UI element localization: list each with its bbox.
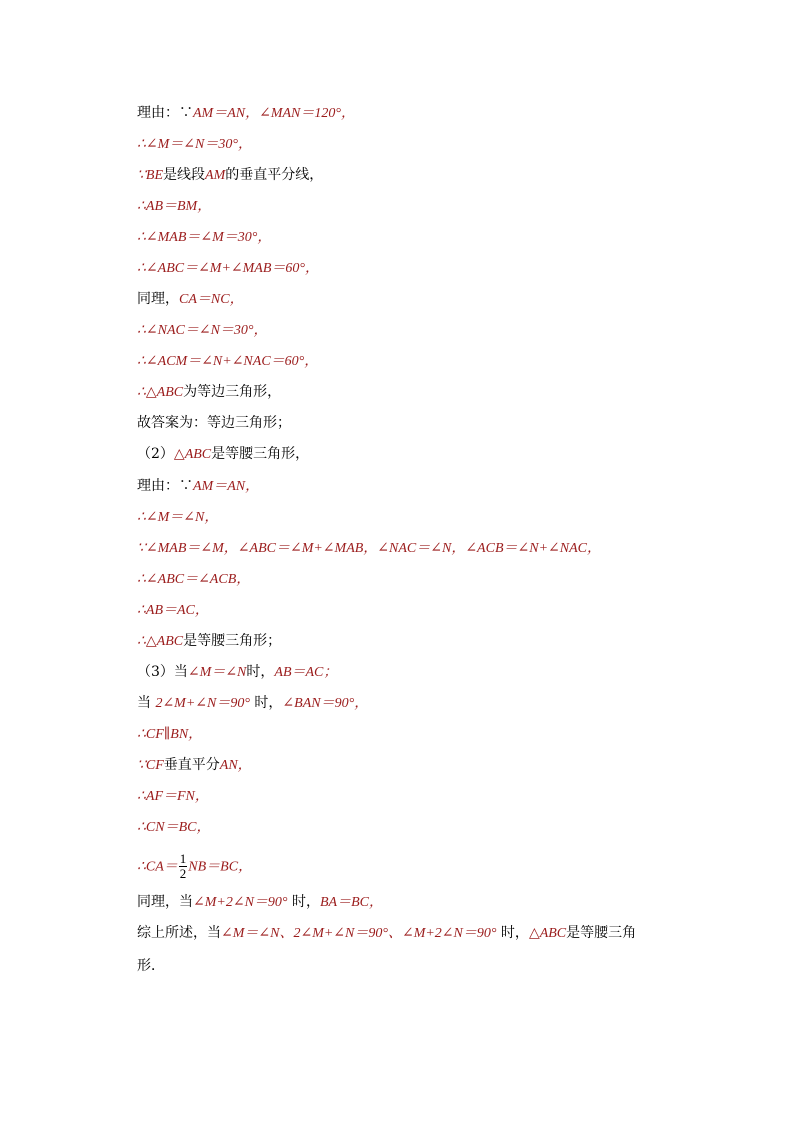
- math-expression: ∴CA＝: [137, 859, 178, 875]
- math-expression: ∠BAN＝90°，: [282, 696, 369, 711]
- solution-line: [137, 631, 281, 651]
- math-expression: ∴∠NAC＝∠N＝30°，: [137, 323, 268, 338]
- math-expression: ∴AB＝BM，: [137, 199, 212, 214]
- solution-line: [137, 786, 209, 806]
- text-run: 同理，: [137, 291, 179, 307]
- solution-line: [137, 755, 252, 775]
- solution-line: [137, 851, 253, 881]
- math-expression: ∠M+2∠N＝90°: [193, 895, 288, 910]
- math-expression: ∵BE: [137, 168, 164, 183]
- math-expression: ∴AB＝AC，: [137, 603, 209, 618]
- text-run: 的垂直平分线，: [225, 167, 324, 183]
- math-expression: ∠M＝∠N、2∠M+∠N＝90°、∠M+2∠N＝90°: [221, 926, 497, 941]
- math-expression: ∴∠ACM＝∠N+∠NAC＝60°，: [137, 354, 319, 369]
- solution-line: [137, 693, 368, 713]
- fraction: [179, 852, 188, 881]
- text-run: 是等腰三角形，: [211, 446, 310, 462]
- solution-line: [137, 320, 268, 340]
- math-expression: BA＝BC，: [319, 895, 383, 910]
- text-run: （2）: [137, 446, 174, 462]
- solution-line: [137, 507, 218, 527]
- math-expression: AM＝AN，: [193, 479, 260, 494]
- text-run: 时，: [496, 925, 529, 941]
- text-run: 时，: [246, 664, 275, 680]
- solution-line: [137, 103, 355, 123]
- math-expression: ∵CF: [137, 758, 164, 773]
- solution-line: [137, 444, 309, 464]
- solution-line: [137, 600, 209, 620]
- solution-line: [137, 165, 323, 185]
- math-expression: 2∠M+∠N＝90°: [155, 696, 250, 711]
- math-expression: ∴△ABC: [137, 385, 184, 400]
- solution-line: [137, 476, 259, 496]
- solution-line: [137, 413, 291, 433]
- math-expression: ∴∠M＝∠N＝30°，: [137, 137, 252, 152]
- math-expression: ∴AF＝FN，: [137, 789, 209, 804]
- math-expression: NB＝BC，: [188, 859, 253, 875]
- text-run: 故答案为：等边三角形；: [137, 415, 291, 431]
- text-run: 同理，当: [137, 894, 193, 910]
- text-run: （3）当: [137, 664, 188, 680]
- math-expression: AN，: [219, 758, 252, 773]
- solution-line: [137, 134, 252, 154]
- math-expression: ∵∠MAB＝∠M，∠ABC＝∠M+∠MAB，∠NAC＝∠N，∠ACB＝∠N+∠NAC，: [137, 541, 601, 556]
- solution-line: [137, 662, 337, 682]
- solution-line: [137, 289, 244, 309]
- solution-line: [137, 923, 636, 943]
- math-expression: ∴∠ABC＝∠M+∠MAB＝60°，: [137, 261, 320, 276]
- math-expression: ∴CF∥BN，: [137, 727, 203, 742]
- fraction-numerator: 1: [179, 851, 187, 866]
- math-expression: AM＝AN，∠MAN＝120°，: [193, 106, 355, 121]
- solution-line: [137, 351, 318, 371]
- text-run: 综上所述，当: [137, 925, 221, 941]
- text-run: 理由：∵: [137, 478, 193, 494]
- solution-line: [137, 196, 211, 216]
- solution-line: [137, 724, 202, 744]
- math-expression: ∴CN＝BC，: [137, 820, 211, 835]
- math-expression: ∴∠MAB＝∠M＝30°，: [137, 230, 272, 245]
- fraction-denominator: 2: [179, 866, 187, 881]
- solution-line: [137, 569, 250, 589]
- text-run: 垂直平分: [163, 757, 220, 773]
- text-run: 时，: [249, 695, 283, 711]
- text-run: 当: [137, 695, 156, 711]
- text-run: 理由：∵: [137, 105, 193, 121]
- math-expression: ∴△ABC: [137, 634, 184, 649]
- math-expression: ∴∠M＝∠N，: [137, 510, 219, 525]
- text-run: 为等边三角形，: [183, 384, 282, 400]
- solution-line: [137, 382, 281, 402]
- text-run: 是等腰三角: [566, 925, 637, 941]
- text-run: 形．: [137, 958, 165, 974]
- math-expression: ∠M＝∠N: [187, 665, 247, 680]
- math-expression: AB＝AC；: [274, 665, 338, 680]
- solution-line: [137, 956, 165, 976]
- solution-line: [137, 258, 319, 278]
- solution-line: [137, 892, 383, 912]
- solution-line: [137, 227, 271, 247]
- math-expression: CA＝NC，: [179, 292, 244, 307]
- text-run: 时，: [287, 894, 320, 910]
- math-expression: △ABC: [528, 926, 567, 941]
- math-expression: AM: [205, 168, 226, 183]
- solution-line: [137, 538, 601, 558]
- text-run: 是线段: [163, 167, 206, 183]
- math-expression: ∴∠ABC＝∠ACB，: [137, 572, 251, 587]
- text-run: 是等腰三角形；: [183, 633, 282, 649]
- math-expression: △ABC: [173, 447, 212, 462]
- solution-line: [137, 817, 210, 837]
